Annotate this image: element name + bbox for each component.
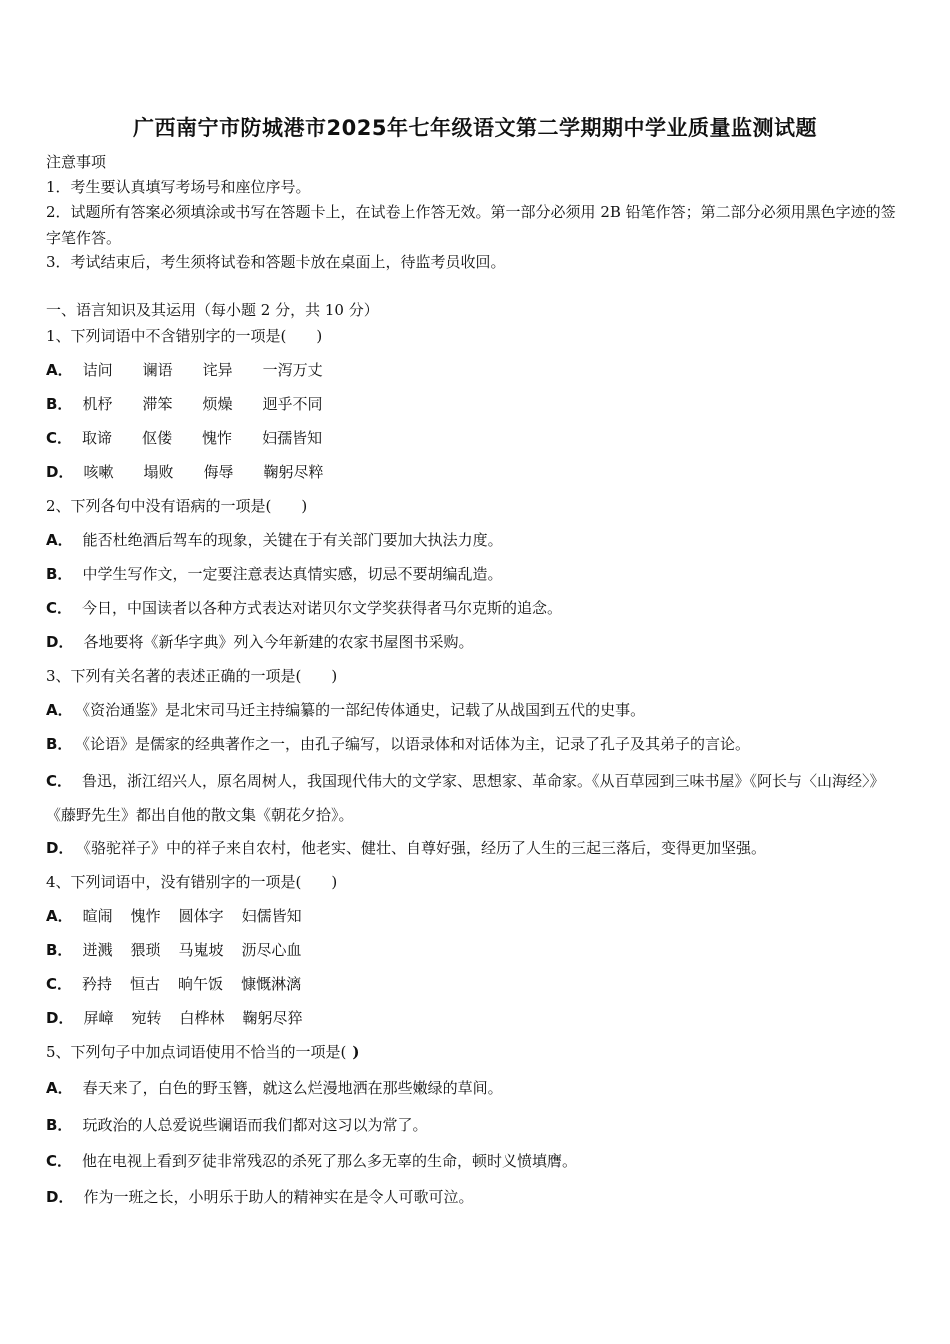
question-1-option-a bbox=[46, 358, 353, 382]
option-letter: D． bbox=[46, 633, 74, 651]
option-letter: B． bbox=[46, 565, 73, 583]
word: 晌午饭 bbox=[178, 975, 224, 993]
option-letter: D． bbox=[46, 1188, 74, 1206]
option-text: 各地要将《新华字典》列入今年新建的农家书屋图书采购。 bbox=[83, 633, 474, 651]
word: 一泻万丈 bbox=[262, 361, 323, 379]
question-5-stem bbox=[46, 1040, 360, 1064]
word: 妇儒皆知 bbox=[241, 907, 302, 925]
notice-item-3: 3．考试结束后，考生须将试卷和答题卡放在桌面上，待监考员收回。 bbox=[46, 253, 506, 271]
word: 迥乎不同 bbox=[262, 395, 323, 413]
word: 慷慨淋漓 bbox=[241, 975, 302, 993]
section-heading: 一、语言知识及其运用（每小题 2 分，共 10 分） bbox=[46, 301, 379, 319]
word: 暄闹 bbox=[82, 907, 113, 925]
question-1-option-b bbox=[46, 392, 353, 416]
word: 迸溅 bbox=[82, 941, 113, 959]
word: 塌败 bbox=[143, 463, 174, 481]
word: 咳嗽 bbox=[83, 463, 114, 481]
question-5-option-b bbox=[46, 1113, 427, 1137]
option-text: 他在电视上看到歹徒非常残忍的杀死了那么多无辜的生命，顿时义愤填膺。 bbox=[82, 1152, 578, 1170]
word: 恒古 bbox=[130, 975, 161, 993]
option-text: 能否杜绝酒后驾车的现象，关键在于有关部门要加大执法力度。 bbox=[82, 531, 503, 549]
option-text: 春天来了，白色的野玉簪，就这么烂漫地洒在那些嫩绿的草间。 bbox=[82, 1079, 503, 1097]
question-4-stem: 4、下列词语中，没有错别字的一项是( ) bbox=[46, 873, 338, 891]
notice-item-1: 1．考生要认真填写考场号和座位序号。 bbox=[46, 178, 311, 196]
word: 机杼 bbox=[82, 395, 113, 413]
page-title: 广西南宁市防城港市2025年七年级语文第二学期期中学业质量监测试题 bbox=[133, 116, 817, 140]
question-1-option-d bbox=[46, 460, 354, 484]
question-2-option-b bbox=[46, 562, 502, 586]
option-letter: D． bbox=[46, 839, 74, 857]
word: 妇孺皆知 bbox=[262, 429, 323, 447]
word: 伛偻 bbox=[142, 429, 173, 447]
word: 马嵬坡 bbox=[178, 941, 224, 959]
word: 屏嶂 bbox=[83, 1009, 114, 1027]
word: 谰语 bbox=[142, 361, 173, 379]
question-2-option-c bbox=[46, 596, 562, 620]
question-1-option-c bbox=[46, 426, 352, 450]
word: 矜持 bbox=[82, 975, 113, 993]
question-4-option-a bbox=[46, 904, 320, 928]
option-letter: B． bbox=[46, 1116, 73, 1134]
option-text: 《论语》是儒家的经典著作之一，由孔子编写，以语录体和对话体为主，记录了孔子及其弟子的言论。 bbox=[82, 735, 750, 753]
option-letter: B． bbox=[46, 735, 73, 753]
question-3-option-b bbox=[46, 732, 750, 756]
question-5-stem-text: 5、下列句子中加点词语使用不恰当的一项是( bbox=[46, 1043, 347, 1061]
question-3-option-d bbox=[46, 836, 766, 860]
word: 侮辱 bbox=[203, 463, 234, 481]
word: 圆体字 bbox=[178, 907, 224, 925]
word: 取谛 bbox=[82, 429, 113, 447]
word: 白桦林 bbox=[179, 1009, 225, 1027]
question-2-stem: 2、下列各句中没有语病的一项是( ) bbox=[46, 497, 308, 515]
option-text: 玩政治的人总爱说些谰语而我们都对这习以为常了。 bbox=[82, 1116, 428, 1134]
option-letter: A． bbox=[46, 701, 73, 719]
notice-heading: 注意事项 bbox=[46, 153, 107, 171]
word: 愧怍 bbox=[202, 429, 233, 447]
question-2-option-d bbox=[46, 630, 473, 654]
question-5-option-c bbox=[46, 1149, 577, 1173]
option-text: 《资治通鉴》是北宋司马迁主持编纂的一部纪传体通史，记载了从战国到五代的史事。 bbox=[82, 701, 646, 719]
word: 猥琐 bbox=[130, 941, 161, 959]
notice-item-2: 2．试题所有答案必须填涂或书写在答题卡上，在试卷上作答无效。第一部分必须用 2B 铅笔作答；第二部分必须用黑色字迹的签字笔作答。 bbox=[46, 203, 896, 247]
word: 滞笨 bbox=[142, 395, 173, 413]
question-5-option-a bbox=[46, 1076, 503, 1100]
option-letter: D． bbox=[46, 463, 74, 481]
option-letter: C． bbox=[46, 429, 73, 447]
option-letter: C． bbox=[46, 599, 73, 617]
word: 沥尽心血 bbox=[241, 941, 302, 959]
option-letter: C． bbox=[46, 1152, 73, 1170]
option-letter: A． bbox=[46, 361, 73, 379]
question-3-stem: 3、下列有关名著的表述正确的一项是( ) bbox=[46, 667, 338, 685]
option-letter: D． bbox=[46, 1009, 74, 1027]
option-letter: A． bbox=[46, 907, 73, 925]
question-3-option-a bbox=[46, 698, 645, 722]
word: 烦燥 bbox=[202, 395, 233, 413]
question-4-option-b bbox=[46, 938, 320, 962]
word: 愧怍 bbox=[130, 907, 161, 925]
word: 鞠躬尽猝 bbox=[242, 1009, 303, 1027]
option-letter: C． bbox=[46, 772, 73, 790]
question-1-stem: 1、下列词语中不含错别字的一项是( ) bbox=[46, 327, 323, 345]
option-letter: A． bbox=[46, 1079, 73, 1097]
option-letter: B． bbox=[46, 941, 73, 959]
option-text: 鲁迅，浙江绍兴人，原名周树人，我国现代伟大的文学家、思想家、革命家。《从百草园到三味书屋》《阿长与〈山海经〉》《藤野先生》都出自他的散文集《朝花夕拾》。 bbox=[46, 772, 885, 824]
question-3-option-c bbox=[46, 764, 906, 832]
option-text: 今日，中国读者以各种方式表达对诺贝尔文学奖获得者马尔克斯的追念。 bbox=[82, 599, 563, 617]
question-5-option-d bbox=[46, 1185, 473, 1209]
option-letter: B． bbox=[46, 395, 73, 413]
option-text: 中学生写作文，一定要注意表达真情实感，切忌不要胡编乱造。 bbox=[82, 565, 503, 583]
option-letter: A． bbox=[46, 531, 73, 549]
question-4-option-c bbox=[46, 972, 319, 996]
word: 鞠躬尽粹 bbox=[263, 463, 324, 481]
question-5-stem-close: ) bbox=[352, 1043, 360, 1061]
word: 诧异 bbox=[202, 361, 233, 379]
question-2-option-a bbox=[46, 528, 503, 552]
question-4-option-d bbox=[46, 1006, 321, 1030]
option-text: 《骆驼祥子》中的祥子来自农村，他老实、健壮、自尊好强，经历了人生的三起三落后，变得更加坚强。 bbox=[83, 839, 766, 857]
option-text: 作为一班之长，小明乐于助人的精神实在是令人可歌可泣。 bbox=[83, 1188, 474, 1206]
option-letter: C． bbox=[46, 975, 73, 993]
word: 宛转 bbox=[131, 1009, 162, 1027]
word: 诘问 bbox=[82, 361, 113, 379]
